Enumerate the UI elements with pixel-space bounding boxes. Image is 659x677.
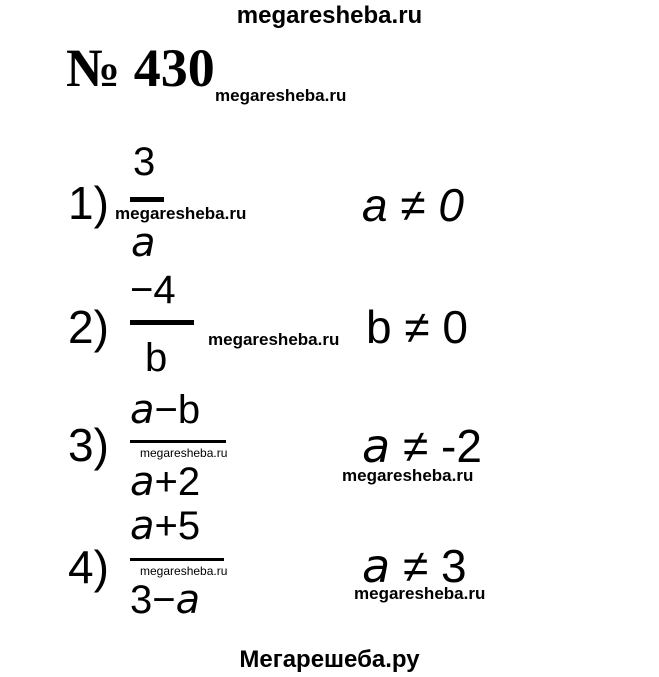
watermark-inline: megaresheba.ru [208, 330, 340, 349]
domain-condition: b ≠ 0 [366, 301, 468, 353]
fraction-denominator: b [145, 336, 168, 380]
task-number: № 430 [66, 38, 215, 98]
watermark-inline: megaresheba.ru [140, 446, 228, 460]
watermark-inline: megaresheba.ru [354, 584, 486, 603]
fraction-bar [130, 197, 164, 202]
watermark-inline: megaresheba.ru [115, 204, 247, 223]
fraction-denominator: a [131, 220, 156, 266]
watermark-top: megaresheba.ru [236, 2, 423, 29]
watermark-inline: megaresheba.ru [342, 466, 474, 485]
fraction-numerator: a−b [130, 387, 201, 433]
fraction-numerator: −4 [130, 268, 176, 312]
item-index: 4) [68, 541, 109, 593]
fraction-bar [130, 320, 194, 325]
domain-condition: a ≠ 0 [362, 179, 464, 231]
watermark-inline: megaresheba.ru [140, 564, 228, 578]
watermark-bottom: Мегарешеба.ру [239, 646, 420, 673]
domain-condition: a ≠ 3 [362, 539, 467, 593]
item-index: 3) [68, 419, 109, 471]
domain-condition: a ≠ -2 [362, 419, 482, 473]
fraction-denominator: a+2 [130, 459, 201, 505]
fraction-denominator: 3−a [130, 577, 201, 623]
watermark-inline: megaresheba.ru [215, 86, 347, 105]
fraction-numerator: a+5 [130, 503, 201, 549]
item-index: 2) [68, 301, 109, 353]
fraction-numerator: 3 [133, 140, 156, 184]
fraction-bar [130, 440, 226, 443]
item-index: 1) [68, 177, 109, 229]
fraction-bar [130, 558, 224, 561]
